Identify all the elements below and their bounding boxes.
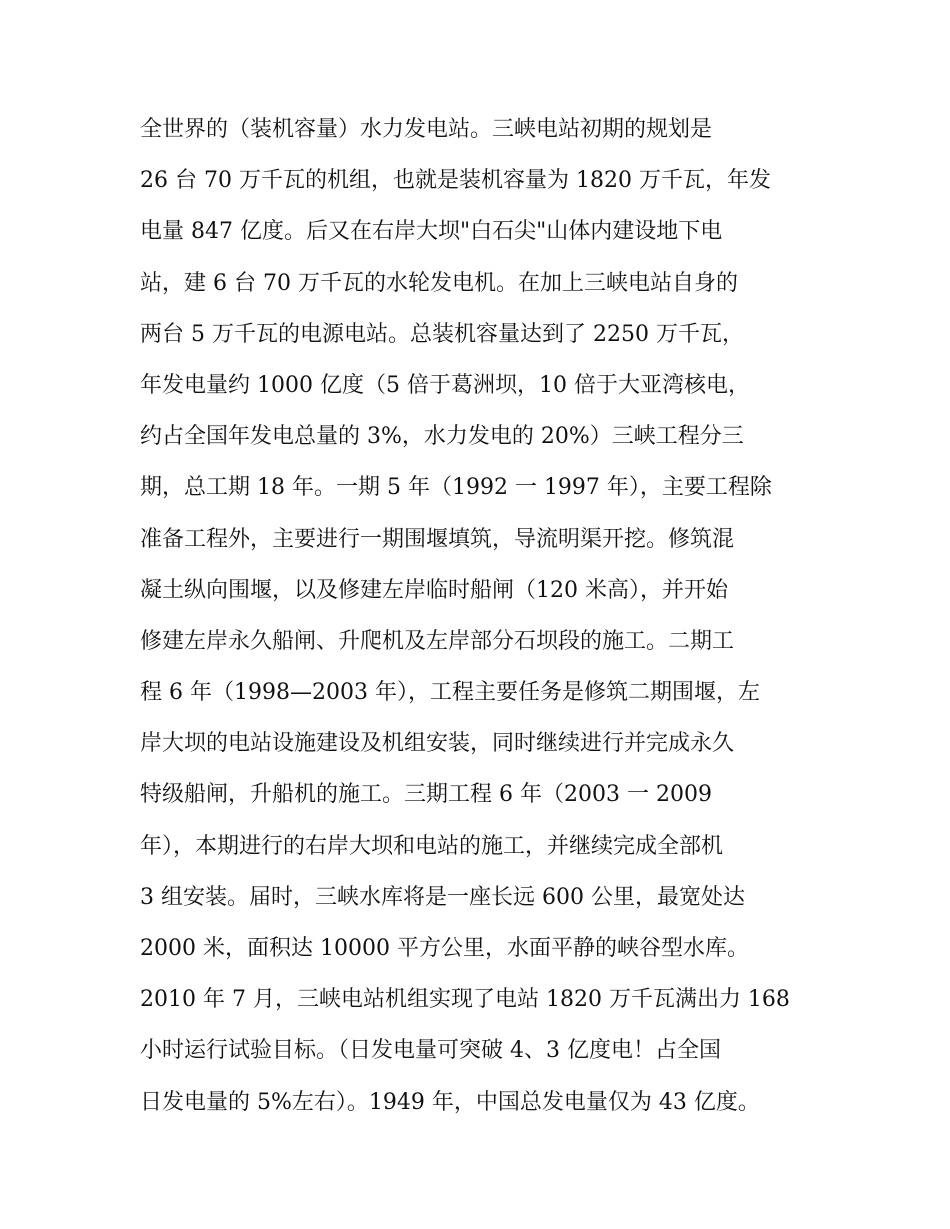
text-line: 凝土纵向围堰，以及修建左岸临时船闸（120 米高），并开始 (140, 577, 728, 603)
text-line: 修建左岸永久船闸、升爬机及左岸部分石坝段的施工。二期工 (140, 628, 735, 654)
text-line: 程 6 年（1998—2003 年），工程主要任务是修筑二期围堰，左 (140, 680, 760, 706)
text-line: 站，建 6 台 70 万千瓦的水轮发电机。在加上三峡电站自身的 (140, 270, 738, 296)
text-line: 特级船闸，升船机的施工。三期工程 6 年（2003 一 2009 (140, 782, 712, 808)
text-line: 年），本期进行的右岸大坝和电站的施工，并继续完成全部机 (140, 833, 724, 859)
text-line: 电量 847 亿度。后又在右岸大坝"白石尖"山体内建设地下电 (140, 219, 723, 245)
text-line: 两台 5 万千瓦的电源电站。总装机容量达到了 2250 万千瓦， (140, 321, 744, 347)
text-line: 2010 年 7 月，三峡电站机组实现了电站 1820 万千瓦满出力 168 (140, 987, 790, 1013)
text-line: 2000 米，面积达 10000 平方公里，水面平静的峡谷型水库。 (140, 936, 749, 961)
text-line: 岸大坝的电站设施建设及机组安装，同时继续进行并完成永久 (140, 731, 735, 757)
text-line: 日发电量的 5%左右）。1949 年，中国总发电量仅为 43 亿度。 (140, 1089, 760, 1115)
text-line: 小时运行试验目标。（日发电量可突破 4、3 亿度电！占全国 (140, 1038, 721, 1064)
body-text (140, 104, 830, 1128)
text-line: 年发电量约 1000 亿度（5 倍于葛洲坝，10 倍于大亚湾核电， (140, 372, 750, 398)
text-line: 3 组安装。届时，三峡水库将是一座长远 600 公里，最宽处达 (140, 884, 745, 910)
text-line: 期，总工期 18 年。一期 5 年（1992 一 1997 年），主要工程除 (140, 475, 772, 501)
text-line: 全世界的（装机容量）水力发电站。三峡电站初期的规划是 (140, 117, 713, 142)
text-line: 约占全国年发电总量的 3%，水力发电的 20%）三峡工程分三 (140, 424, 744, 450)
text-line: 26 台 70 万千瓦的机组，也就是装机容量为 1820 万千瓦，年发 (140, 168, 771, 194)
text-line: 准备工程外，主要进行一期围堰填筑，导流明渠开挖。修筑混 (140, 526, 735, 552)
